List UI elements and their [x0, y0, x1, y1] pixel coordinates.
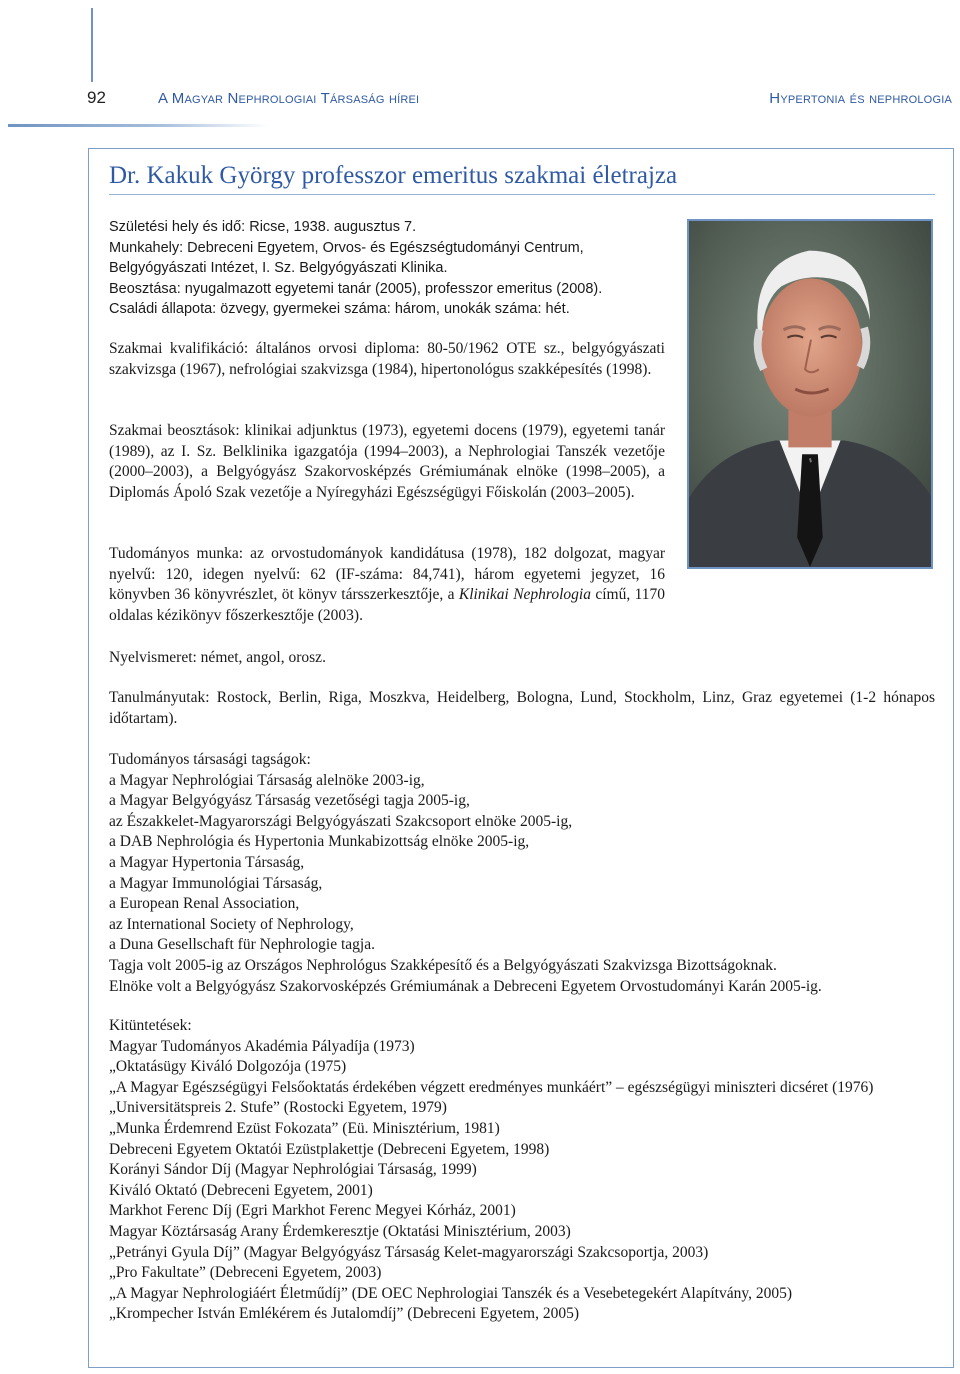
award-item: „Petrányi Gyula Díj” (Magyar Belgyógyász Társaság Kelet-magyarországi Szakcsoportja, 2003) [109, 1243, 709, 1261]
award-item: „Pro Fakultate” (Debreceni Egyetem, 2003) [109, 1264, 382, 1282]
award-item: „Oktatásügy Kiváló Dolgozója (1975) [109, 1058, 347, 1076]
membership-item: Tagja volt 2005-ig az Országos Nephrológus Szakképesítő és a Belgyógyászati Szakvizsga Bizottságoknak. [109, 956, 777, 974]
award-item: „A Magyar Nephrologiáért Életműdíj” (DE OEC Nephrologiai Tanszék és a Vesebetegekért Alapítvány, 2005) [109, 1284, 793, 1302]
running-header-left: A Magyar Nephrologiai Társaság hírei [158, 90, 420, 107]
membership-item: a Duna Gesellschaft für Nephrologie tagja. [109, 936, 375, 954]
research-text-end: című, 1170 oldalas kézikönyv főszerkesztője (2003). [109, 586, 665, 624]
award-item: Kiváló Oktató (Debreceni Egyetem, 2001) [109, 1181, 373, 1199]
membership-item: a Magyar Immunológiai Társaság, [109, 874, 323, 892]
research-paragraph [109, 544, 665, 626]
research-text: Tudományos munka: az orvostudományok kandidátusa (1978), 182 dolgozat, magyar nyelvű: 120, idegen nyelvű: 62 (IF-száma: 84,741), három egyetemi jegyzet, 16 könyvben 36 könyvrészlet, öt könyv társszerkesztője, a [109, 545, 665, 604]
languages-paragraph: Nyelvismeret: német, angol, orosz. [109, 649, 326, 666]
memberships-section [109, 750, 935, 997]
membership-item: Elnöke volt a Belgyógyász Szakorvosképzés Grémiumának a Debreceni Egyetem Orvostudományi Karán 2005-ig. [109, 977, 822, 995]
award-item: „Krompecher István Emlékérem és Jutalomdíj” (Debreceni Egyetem, 2005) [109, 1305, 579, 1323]
studies-paragraph: Tanulmányutak: Rostock, Berlin, Riga, Moszkva, Heidelberg, Bologna, Lund, Stockholm, Linz, Graz egyetemei (1-2 hónapos időtartam). [109, 689, 935, 727]
award-item: „Munka Érdemrend Ezüst Fokozata” (Eü. Minisztérium, 1981) [109, 1119, 500, 1137]
membership-item: az Északkelet-Magyarországi Belgyógyászati Szakcsoport elnöke 2005-ig, [109, 812, 573, 830]
award-item: Magyar Tudományos Akadémia Pályadíja (1973) [109, 1037, 415, 1055]
qualification-paragraph: Szakmai kvalifikáció: általános orvosi diploma: 80-50/1962 OTE sz., belgyógyászati szakvizsga (1967), nefrológiai szakvizsga (1984), hipertonológus szakképesítés (1998). [109, 340, 665, 378]
personal-line: Munkahely: Debreceni Egyetem, Orvos- és Egészségtudományi Centrum, [109, 239, 584, 256]
running-header-right: Hypertonia és nephrologia [769, 90, 952, 107]
research-book-title: Klinikai Nephrologia [458, 586, 591, 604]
title-rule [109, 194, 935, 195]
header-vertical-rule [91, 8, 93, 82]
award-item: Debreceni Egyetem Oktatói Ezüstplakettje (Debreceni Egyetem, 1998) [109, 1140, 550, 1158]
article-box [88, 148, 954, 1368]
header-rule [8, 124, 268, 127]
membership-item: a DAB Nephrológia és Hypertonia Munkabizottság elnöke 2005-ig, [109, 833, 530, 851]
award-item: Markhot Ferenc Díj (Egri Markhot Ferenc Megyei Kórház, 2001) [109, 1202, 516, 1220]
membership-item: az International Society of Nephrology, [109, 915, 354, 933]
personal-line: Családi állapota: özvegy, gyermekei száma: három, unokák száma: hét. [109, 301, 570, 318]
award-item: „A Magyar Egészségügyi Felsőoktatás érdekében végzett eredményes munkáért” – egészségügyi miniszteri dicséret (1976) [109, 1078, 874, 1096]
membership-item: a European Renal Association, [109, 895, 300, 913]
page-number: 92 [87, 88, 106, 107]
membership-item: a Magyar Nephrológiai Társaság alelnöke 2003-ig, [109, 771, 425, 789]
awards-title: Kitüntetések: [109, 1017, 192, 1034]
membership-item: a Magyar Hypertonia Társaság, [109, 853, 305, 871]
positions-paragraph: Szakmai beosztások: klinikai adjunktus (1973), egyetemi docens (1979), egyetemi tanár (1989), az I. Sz. Belklinika igazgatója (1994–2003), a Nephrologiai Tanszék vezetője (2000–2003), a Belgyógyász Szakorvosképzés Grémiumának elnöke (1998–2005), a Diplomás Ápoló Szak vezetője a Nyíregyházi Egészségügyi Főiskolán (2003–2005). [109, 422, 665, 501]
award-item: Korányi Sándor Díj (Magyar Nephrológiai Társaság, 1999) [109, 1161, 477, 1179]
portrait-illustration [689, 221, 931, 567]
article-title: Dr. Kakuk György professzor emeritus szakmai életrajza [109, 162, 678, 189]
membership-item: a Magyar Belgyógyász Társaság vezetőségi tagja 2005-ig, [109, 792, 470, 810]
portrait-photo [687, 219, 933, 569]
personal-line: Belgyógyászati Intézet, I. Sz. Belgyógyászati Klinika. [109, 260, 448, 277]
memberships-title: Tudományos társasági tagságok: [109, 751, 311, 768]
award-item: „Universitätspreis 2. Stufe” (Rostocki Egyetem, 1979) [109, 1099, 447, 1117]
award-item: Magyar Köztársaság Arany Érdemkeresztje (Oktatási Minisztérium, 2003) [109, 1222, 571, 1240]
personal-info [109, 217, 665, 320]
awards-section [109, 1016, 935, 1325]
personal-line: Beosztása: nyugalmazott egyetemi tanár (2005), professzor emeritus (2008). [109, 280, 603, 297]
personal-line: Születési hely és idő: Ricse, 1938. augusztus 7. [109, 219, 417, 235]
